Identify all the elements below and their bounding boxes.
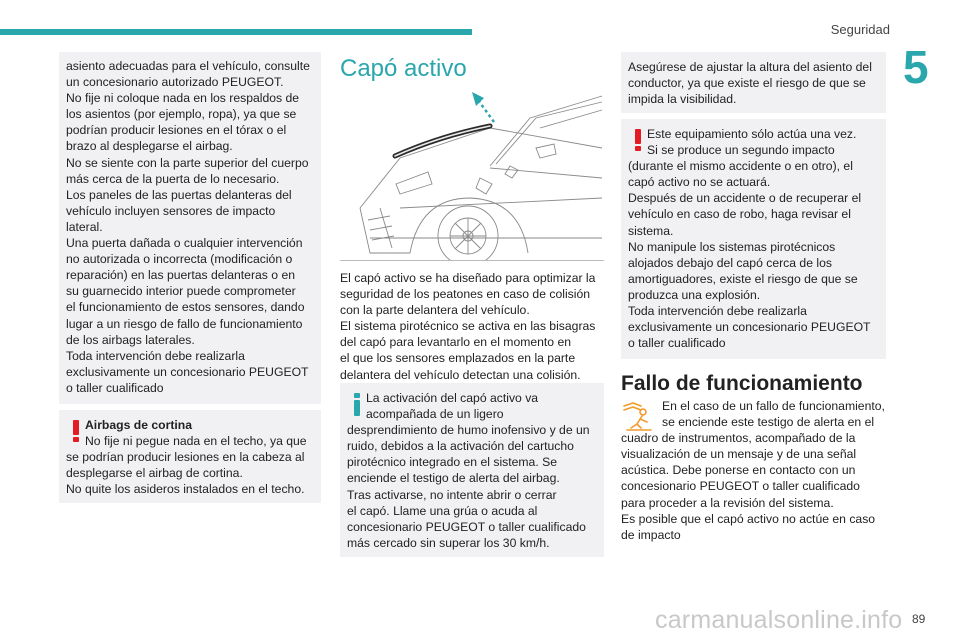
text-line: No fije ni coloque nada en los respaldos de — [66, 91, 300, 106]
text-line: pirotécnico integrado en el sistema. Se — [347, 455, 558, 470]
seat-height-note-box — [621, 52, 886, 113]
text-line: cuadro de instrumentos, acompañado de la — [621, 431, 856, 446]
text-line: (durante el mismo accidente o en otro), el — [628, 159, 853, 174]
text-line: se podrían producir lesiones en la cabeza al — [66, 450, 305, 465]
curtain-airbag-indented-text — [85, 433, 314, 449]
text-line: lugar a un riesgo de fallo de funcionamiento — [66, 316, 303, 331]
text-line: su guarnecido interior puede comprometer — [66, 284, 296, 299]
chapter-number: 5 — [903, 41, 929, 93]
page-number: 89 — [912, 612, 926, 626]
text-line: La activación del capó activo va — [366, 391, 539, 405]
text-line: más cercado sin superar los 30 km/h. — [347, 535, 550, 550]
text-line: Este equipamiento sólo actúa una vez. — [647, 127, 857, 141]
single-use-indented-text — [628, 126, 879, 158]
text-line: reparación) en las puertas delanteras o en — [66, 268, 295, 283]
text-line: o taller cualificado — [628, 336, 726, 351]
active-bonnet-info-box — [340, 383, 604, 557]
text-line: exclusivamente un concesionario PEUGEOT — [628, 320, 871, 335]
text-line: el funcionamiento de estos sensores, dando — [66, 300, 305, 315]
info-text — [347, 422, 597, 551]
text-line: El capó activo se ha diseñado para optimizar la — [340, 271, 596, 285]
active-bonnet-illustration — [340, 88, 604, 260]
text-line: No se siente con la parte superior del cuerpo — [66, 155, 309, 170]
malfunction-indented-text — [621, 398, 886, 430]
text-line: con la parte delantera del vehículo. — [340, 303, 530, 318]
text-line: desplegarse el airbag de cortina. — [66, 466, 243, 481]
text-line: conductor, ya que existe el riesgo de que se — [628, 76, 866, 91]
text-line: Si se produce un segundo impacto — [647, 143, 835, 158]
text-line: amortiguadores, existe el riesgo de que se — [628, 271, 858, 286]
text-line: Después de un accidente o de recuperar el — [628, 191, 862, 206]
illustration-divider — [340, 260, 604, 261]
curtain-airbag-title: Airbags de cortina — [85, 418, 193, 432]
warning-exclamation-icon — [633, 129, 643, 151]
text-line: visualización de un mensaje y de una señal — [621, 447, 857, 462]
text-line: capó activo no se actuará. — [628, 175, 771, 190]
text-line: se enciende este testigo de alerta en el — [662, 415, 875, 430]
text-line: brazo al desplegarse el airbag. — [66, 139, 233, 154]
text-line: No fije ni pegue nada en el techo, ya que — [85, 434, 307, 449]
text-line: Es posible que el capó activo no actúe en caso — [621, 511, 876, 526]
text-line: lateral. — [66, 219, 103, 234]
info-icon — [352, 393, 362, 417]
text-line: o taller cualificado — [66, 380, 164, 395]
text-line: enciende el testigo de alerta del airbag. — [347, 471, 560, 486]
warning-exclamation-icon — [71, 420, 81, 442]
text-line: acústica. Debe ponerse en contacto con un — [621, 463, 856, 478]
text-line: concesionario PEUGEOT o taller cualificado — [347, 519, 586, 534]
malfunction-heading: Fallo de funcionamiento — [621, 372, 863, 395]
text-line: Los paneles de las puertas delanteras del — [66, 187, 292, 202]
text-line: sistema. — [628, 223, 674, 238]
malfunction-body — [621, 398, 886, 543]
text-line: seguridad de los peatones en caso de colisión — [340, 287, 591, 302]
text-line: de los airbags laterales. — [66, 332, 195, 347]
malfunction-text — [621, 430, 886, 543]
text-line: Toda intervención debe realizarla — [66, 348, 245, 363]
text-line: de impacto — [621, 527, 681, 542]
text-line: En el caso de un fallo de funcionamiento, — [662, 399, 885, 413]
active-bonnet-description — [340, 270, 604, 383]
col1-box1-text — [66, 58, 314, 396]
single-use-text — [628, 158, 879, 351]
header-accent-bar — [0, 29, 472, 35]
text-line: alojados debajo del capó cerca de los — [628, 255, 832, 270]
col1-note-box — [59, 52, 321, 404]
text-line: Una puerta dañada o cualquier intervención — [66, 236, 303, 251]
text-line: no autorizada o incorrecta (modificación o — [66, 252, 293, 267]
section-title: Seguridad — [830, 22, 890, 37]
text-line: los asientos (por ejemplo, ropa), ya que se — [66, 107, 297, 122]
text-line: Toda intervención debe realizarla — [628, 304, 807, 319]
text-line: vehículo en caso de robo, haga revisar el — [628, 207, 851, 222]
text-line: para proceder a la revisión del sistema. — [621, 495, 834, 510]
text-line: impida la visibilidad. — [628, 92, 737, 107]
curtain-airbag-text — [66, 449, 314, 497]
text-line: el que los sensores emplazados en la parte — [340, 351, 576, 366]
single-use-warning-box — [621, 119, 886, 359]
text-line: Tras activarse, no intente abrir o cerrar — [347, 487, 557, 502]
text-line: produzca una explosión. — [628, 287, 761, 302]
text-line: un concesionario autorizado PEUGEOT. — [66, 75, 284, 90]
active-bonnet-heading: Capó activo — [340, 55, 467, 82]
text-line: asiento adecuadas para el vehículo, consulte — [66, 59, 310, 73]
text-line: ruido, debidos a la activación del cartucho — [347, 439, 574, 454]
text-line: vehículo incluyen sensores de impacto — [66, 203, 276, 218]
text-line: No quite los asideros instalados en el techo. — [66, 482, 305, 497]
curtain-airbag-warning-box — [59, 410, 321, 503]
seat-height-text — [628, 59, 879, 107]
watermark: carmanualsonline.info — [655, 606, 903, 634]
text-line: más cerca de la puerta de lo necesario. — [66, 171, 280, 186]
info-indented-text — [347, 390, 597, 422]
text-line: acompañada de un ligero — [366, 407, 504, 422]
text-line: del capó para levantarlo en el momento en — [340, 335, 572, 350]
text-line: el capó. Llame una grúa o acuda al — [347, 503, 538, 518]
text-line: Asegúrese de ajustar la altura del asiento del — [628, 60, 872, 74]
text-line: El sistema pirotécnico se activa en las bisagras — [340, 319, 596, 334]
text-line: podrían producir lesiones en el tórax o el — [66, 123, 287, 138]
text-line: delantera del vehículo detectan una colisión. — [340, 367, 581, 382]
text-line: desprendimiento de humo inofensivo y de un — [347, 423, 590, 438]
text-line: exclusivamente un concesionario PEUGEOT — [66, 364, 309, 379]
text-line: No manipule los sistemas pirotécnicos — [628, 239, 836, 254]
text-line: concesionario PEUGEOT o taller cualificado — [621, 479, 860, 494]
